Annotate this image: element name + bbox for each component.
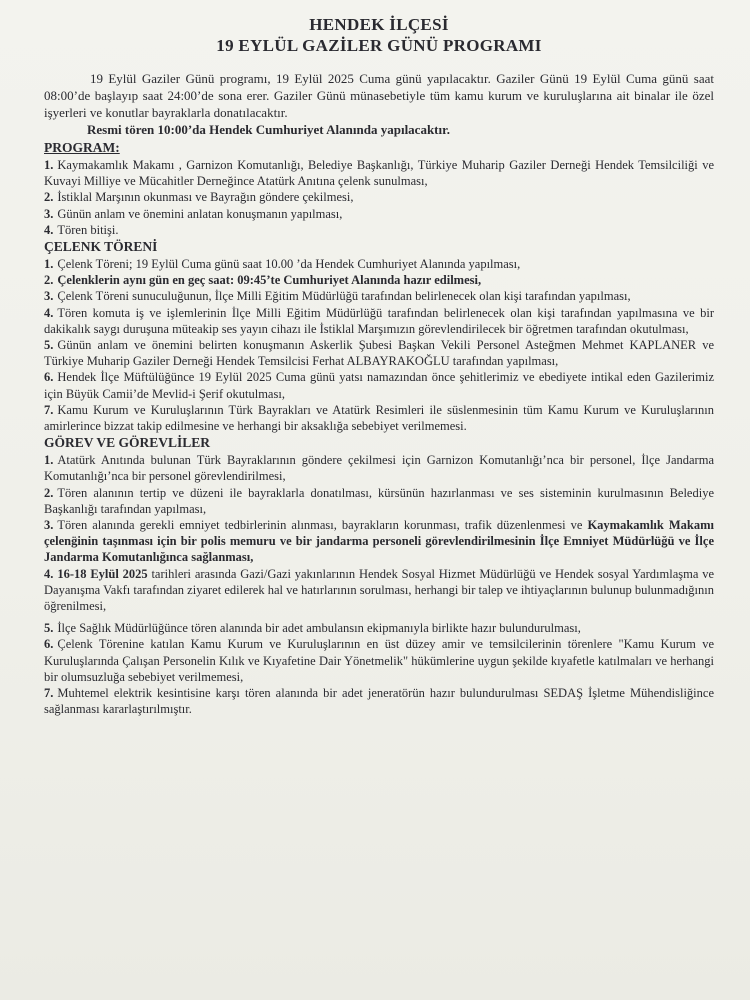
list-item: 5. İlçe Sağlık Müdürlüğünce tören alanında bir adet ambulansın ekipmanıyla birlikte hazır bulundurulması, (44, 621, 581, 636)
list-item: 4. 16-18 Eylül 2025 tarihleri arasında Gazi/Gazi yakınlarının Hendek Sosyal Hizmet Müdürlüğü ve Hendek sosyal Yardımlaşma ve Dayanışma Vakfı tarafından ziyaret edilerek hal ve hatırlarının sorulması, herhangi bir talep ve ihtiyaçlarının bulunup bulunmadığının öğrenilmesi, (44, 566, 714, 614)
list-item: 5. Günün anlam ve önemini belirten konuşmanın Askerlik Şubesi Başkan Vekili Personel Asteğmen Mehmet KAPLANER ve Türkiye Muharip Gaziler Derneği Hendek Temsilcisi Ferhat ALBAYRAKOĞLU tarafından yapılması, (44, 338, 714, 369)
gorev-heading: GÖREV VE GÖREVLİLER (44, 435, 211, 451)
title-line-1: HENDEK İLÇESİ (309, 15, 449, 34)
list-item: 2. Tören alanının tertip ve düzeni ile bayraklarla donatılması, kürsünün hazırlanması ve ses sisteminin kurulmasının Belediye Başkanlığı tarafından yapılması, (44, 485, 714, 516)
celenk-list (44, 256, 714, 434)
list-item: 4. Tören bitişi. (44, 222, 119, 237)
title-line-2: 19 EYLÜL GAZİLER GÜNÜ PROGRAMI (216, 36, 542, 55)
list-item: 3. Günün anlam ve önemini anlatan konuşmanın yapılması, (44, 206, 343, 221)
list-item: 7. Kamu Kurum ve Kuruluşlarının Türk Bayrakları ve Atatürk Resimleri ile süslenmesinin tüm Kamu Kurum ve Kuruluşlarının amirlerince bizzat takip edilmesine ve herhangi bir aksaklığa sebebiyet verilmemesi. (44, 402, 714, 434)
document-body (44, 14, 714, 718)
list-item: 2. İstiklal Marşının okunması ve Bayrağın göndere çekilmesi, (44, 190, 354, 205)
list-item: 1. Kaymakamlık Makamı , Garnizon Komutanlığı, Belediye Başkanlığı, Türkiye Muharip Gaziler Derneği Hendek Temsilciliği ve Kuvayi Milliye ve Mücahitler Derneğince Atatürk Anıtına çelenk sunulması, (44, 158, 714, 189)
intro-text: 19 Eylül Gaziler Günü programı, 19 Eylül 2025 Cuma günü yapılacaktır. Gaziler Günü 19 Eylül Cuma günü saat 08:00’de başlayıp saat 24:00’de sona erer. Gaziler Günü münasebetiyle tüm kamu kurum ve kuruluşlarına ait binalar ile özel işyerleri ve konutlar bayraklarla donatılacaktır. (44, 71, 714, 120)
list-item: 1. Çelenk Töreni; 19 Eylül Cuma günü saat 10.00 ’da Hendek Cumhuriyet Alanında yapılması, (44, 257, 521, 272)
intro-paragraph (44, 70, 714, 121)
gorev-list (44, 452, 714, 717)
list-item: 4. Tören komuta iş ve işlemlerinin İlçe Milli Eğitim Müdürlüğü tarafından belirlenecek olan kişi tarafından yapılmasına ve bir dakikalık saygı duruşuna müteakip ses yayın cihazı ile İstiklal Marşımızın görevlendirilecek bir öğretmen tarafından okutulması, (44, 305, 714, 336)
list-item: 6. Hendek İlçe Müftülüğünce 19 Eylül 2025 Cuma günü yatsı namazından önce şehitlerimiz ve ebediyete intikal eden Gazilerimiz için Büyük Camii’de Mevlid-i Şerif okutulması, (44, 370, 714, 401)
list-item: 3. Çelenk Töreni sunuculuğunun, İlçe Milli Eğitim Müdürlüğü tarafından belirlenecek olan kişi tarafından yapılması, (44, 289, 631, 304)
program-heading: PROGRAM: (44, 140, 120, 155)
list-item: 1. Atatürk Anıtında bulunan Türk Bayraklarının göndere çekilmesi için Garnizon Komutanlığı’nca bir personel, İlçe Jandarma Komutanlığı’nca bir personel görevlendirilmesi, (44, 453, 714, 484)
list-item: 7. Muhtemel elektrik kesintisine karşı tören alanında bir adet jeneratörün hazır bulundurulması SEDAŞ İşletme Mühendisliğince sağlanması kararlaştırılmıştır. (44, 686, 714, 717)
list-item: 6. Çelenk Törenine katılan Kamu Kurum ve Kuruluşlarının en üst düzey amir ve temsilcilerinin törenlere "Kamu Kurum ve Kuruluşlarında Çalışan Personelin Kılık ve Kıyafetine Dair Yönetmelik" hükümlerine uygun şekilde kıyafetle katılmaları ve herhangi bir olumsuzluğa sebebiyet verilmemesi, (44, 637, 714, 684)
list-item: 3. Tören alanında gerekli emniyet tedbirlerinin alınması, bayrakların korunması, trafik düzenlenmesi ve Kaymakamlık Makamı çeleng̈inin taşınması için bir polis memuru ve bir jandarma personeli görevlendirilmesinin İlçe Emniyet Müdürlüğü ve İlçe Jandarma Komutanlığınca sağlanması, (44, 518, 714, 565)
celenk-heading: ÇELENK TÖRENİ (44, 239, 158, 255)
list-item: 2. Çelenklerin aynı gün en geç saat: 09:45’te Cumhuriyet Alanında hazır edilmesi, (44, 273, 482, 288)
program-list (44, 157, 714, 238)
ceremony-notice: Resmi tören 10:00’da Hendek Cumhuriyet Alanında yapılacaktır. (87, 122, 450, 137)
